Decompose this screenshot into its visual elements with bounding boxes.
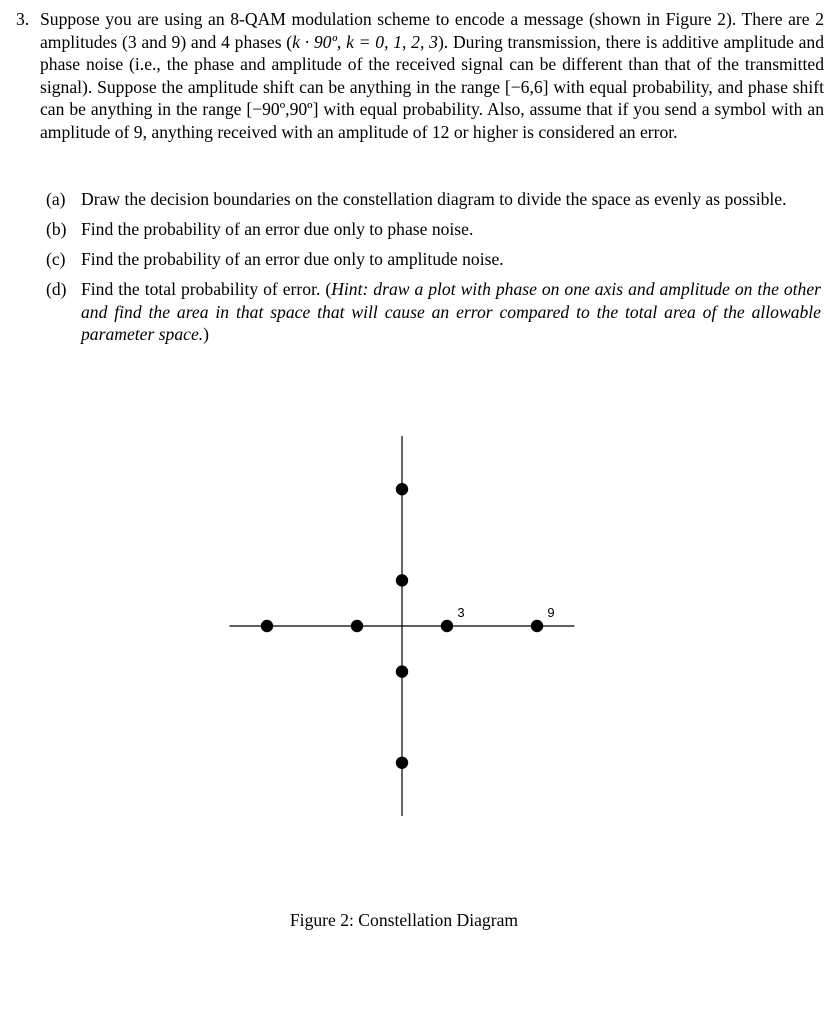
part-label: (b) <box>46 219 67 240</box>
problem-text-1: Suppose you are using an 8-QAM modulation scheme to encode a message (shown in Figure 2). There are 2 amplitudes (3 and 9) and 4 phases ( <box>40 9 824 52</box>
constellation-point <box>396 574 408 586</box>
part-d-hint: Hint: draw a plot with phase on one axis and amplitude on the other and find the area in that space that will cause an error compared to the total area of the allowable parameter space. <box>81 279 821 345</box>
point-label: 3 <box>457 605 465 620</box>
problem-number: 3. <box>16 9 30 29</box>
part-d-text: Find the total probability of error. ( <box>81 279 332 300</box>
problem-text-2: ). During transmission, there is additive amplitude and phase noise (i.e., the phase and amplitude of the received signal can be different than that of the transmitted signal). Suppose the amplitude shift can be anything in the range [−6,6] with equal probability, and phase shift can be anything in the range [−90º,90º] with equal probability. Also, assume that if you send a symbol with an amplitude of 9, anything received with an amplitude of 12 or higher is considered an error. <box>40 31 824 142</box>
part-d-text-after: ) <box>203 324 210 345</box>
part-label: (c) <box>46 249 66 270</box>
constellation-point <box>396 483 408 495</box>
constellation-point <box>396 665 408 677</box>
constellation-point <box>441 620 453 632</box>
point-label: 9 <box>547 605 555 620</box>
part-text: Find the probability of an error due only to amplitude noise. <box>81 249 504 270</box>
problem-math-phases: k · 90º, k = 0, 1, 2, 3 <box>292 31 438 52</box>
constellation-point <box>261 620 273 632</box>
part-text: Draw the decision boundaries on the constellation diagram to divide the space as evenly as possible. <box>81 189 787 209</box>
part-text: Find the probability of an error due only to phase noise. <box>81 219 474 240</box>
constellation-point <box>396 757 408 769</box>
constellation-point <box>531 620 543 632</box>
constellation-point <box>351 620 363 632</box>
part-label: (a) <box>46 189 66 209</box>
part-label: (d) <box>46 279 67 300</box>
figure-caption: Figure 2: Constellation Diagram <box>289 910 519 930</box>
